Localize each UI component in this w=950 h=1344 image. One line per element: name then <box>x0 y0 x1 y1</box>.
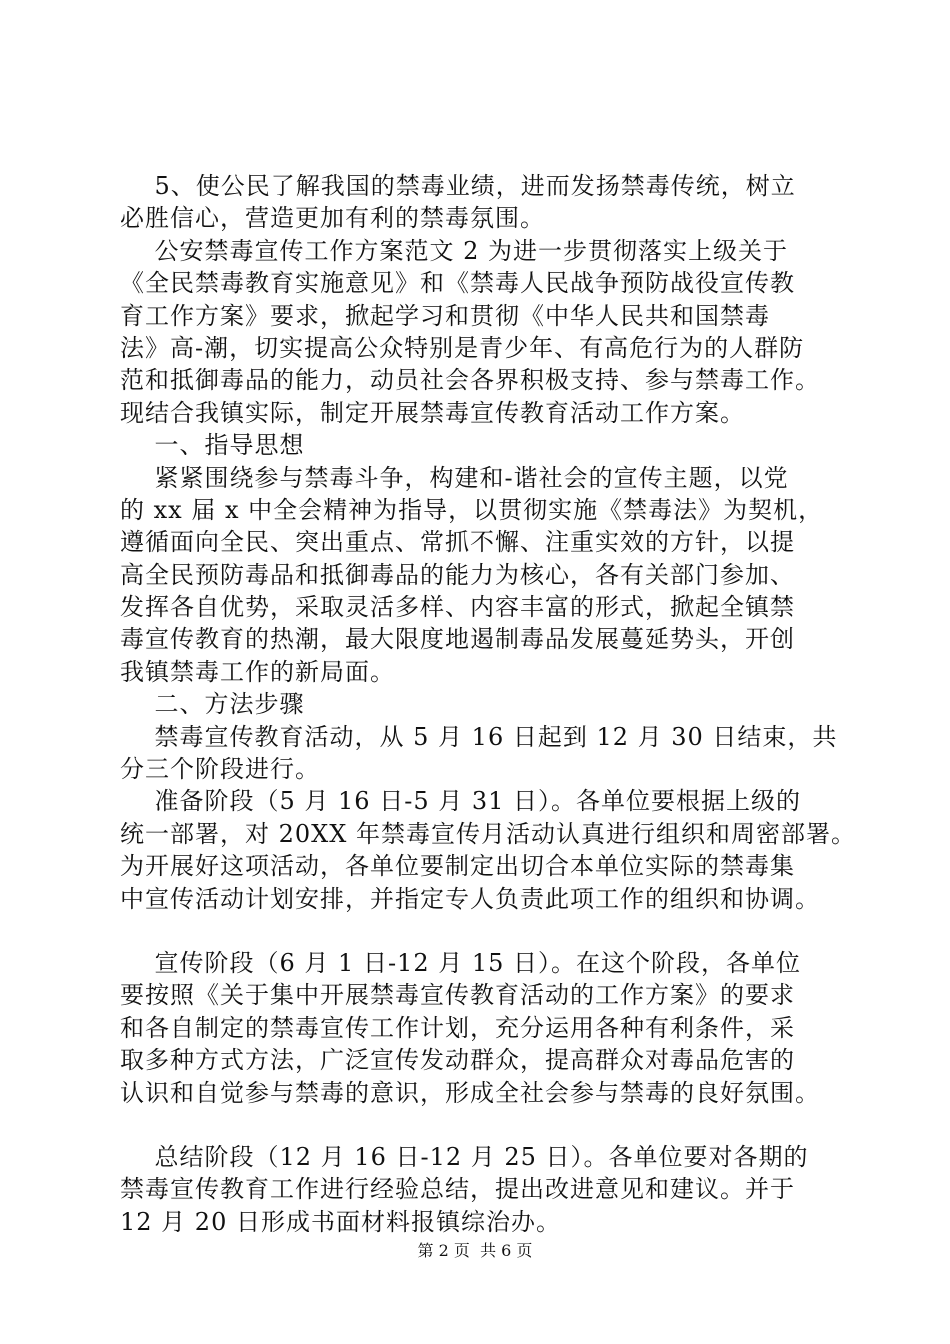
text-line: 法》高-潮，切实提高公众特别是青少年、有高危行为的人群防 <box>120 333 805 362</box>
text-block-2 <box>120 947 840 1109</box>
text-line: 取多种方式方法，广泛宣传发动群众，提高群众对毒品危害的 <box>120 1046 795 1075</box>
paragraph-spacer <box>120 1109 840 1141</box>
text-line: 紧紧围绕参与禁毒斗争，构建和-谐社会的宣传主题，以党 <box>120 463 789 492</box>
text-line: 统一部署，对 20XX 年禁毒宣传月活动认真进行组织和周密部署。 <box>120 819 856 848</box>
text-line: 禁毒宣传教育活动，从 5 月 16 日起到 12 月 30 日结束，共 <box>120 722 838 751</box>
text-line: 公安禁毒宣传工作方案范文 2 为进一步贯彻落实上级关于 <box>120 236 789 265</box>
paragraph-spacer <box>120 915 840 947</box>
text-line: 禁毒宣传教育工作进行经验总结，提出改进意见和建议。并于 <box>120 1175 795 1204</box>
text-line: 发挥各自优势，采取灵活多样、内容丰富的形式，掀起全镇禁 <box>120 593 795 622</box>
text-line: 分三个阶段进行。 <box>120 755 320 784</box>
text-line: 要按照《关于集中开展禁毒宣传教育活动的工作方案》的要求 <box>120 981 795 1010</box>
text-line: 总结阶段（12 月 16 日-12 月 25 日）。各单位要对各期的 <box>120 1142 809 1171</box>
text-line: 范和抵御毒品的能力，动员社会各界积极支持、参与禁毒工作。 <box>120 366 820 395</box>
text-block-1 <box>120 170 856 915</box>
text-line: 的 xx 届 x 中全会精神为指导，以贯彻实施《禁毒法》为契机， <box>120 495 824 524</box>
text-line: 育工作方案》要求，掀起学习和贯彻《中华人民共和国禁毒 <box>120 301 770 330</box>
text-line: 认识和自觉参与禁毒的意识，形成全社会参与禁毒的良好氛围。 <box>120 1078 820 1107</box>
document-body <box>120 170 856 1238</box>
text-line: 为开展好这项活动，各单位要制定出切合本单位实际的禁毒集 <box>120 852 795 881</box>
text-line: 12 月 20 日形成书面材料报镇综治办。 <box>120 1207 561 1236</box>
text-line: 《全民禁毒教育实施意见》和《禁毒人民战争预防战役宣传教 <box>120 269 795 298</box>
text-line: 毒宣传教育的热潮，最大限度地遏制毒品发展蔓延势头，开创 <box>120 625 795 654</box>
text-line: 现结合我镇实际，制定开展禁毒宣传教育活动工作方案。 <box>120 398 745 427</box>
text-line: 中宣传活动计划安排，并指定专人负责此项工作的组织和协调。 <box>120 884 820 913</box>
page-number-footer: 第 2 页 共 6 页 <box>417 1241 533 1260</box>
text-line: 我镇禁毒工作的新局面。 <box>120 657 395 686</box>
text-line: 必胜信心，营造更加有利的禁毒氛围。 <box>120 204 545 233</box>
text-line: 准备阶段（5 月 16 日-5 月 31 日）。各单位要根据上级的 <box>120 787 802 816</box>
text-line: 5、使公民了解我国的禁毒业绩，进而发扬禁毒传统，树立 <box>120 172 796 200</box>
section-heading: 一、指导思想 <box>120 431 305 460</box>
text-line: 遵循面向全民、突出重点、常抓不懈、注重实效的方针，以提 <box>120 528 795 557</box>
text-line: 高全民预防毒品和抵御毒品的能力为核心，各有关部门参加、 <box>120 560 795 589</box>
text-block-3 <box>120 1141 840 1238</box>
section-heading: 二、方法步骤 <box>120 690 305 719</box>
text-line: 和各自制定的禁毒宣传工作计划，充分运用各种有利条件，采 <box>120 1013 795 1042</box>
text-line: 宣传阶段（6 月 1 日-12 月 15 日）。在这个阶段，各单位 <box>120 948 802 977</box>
